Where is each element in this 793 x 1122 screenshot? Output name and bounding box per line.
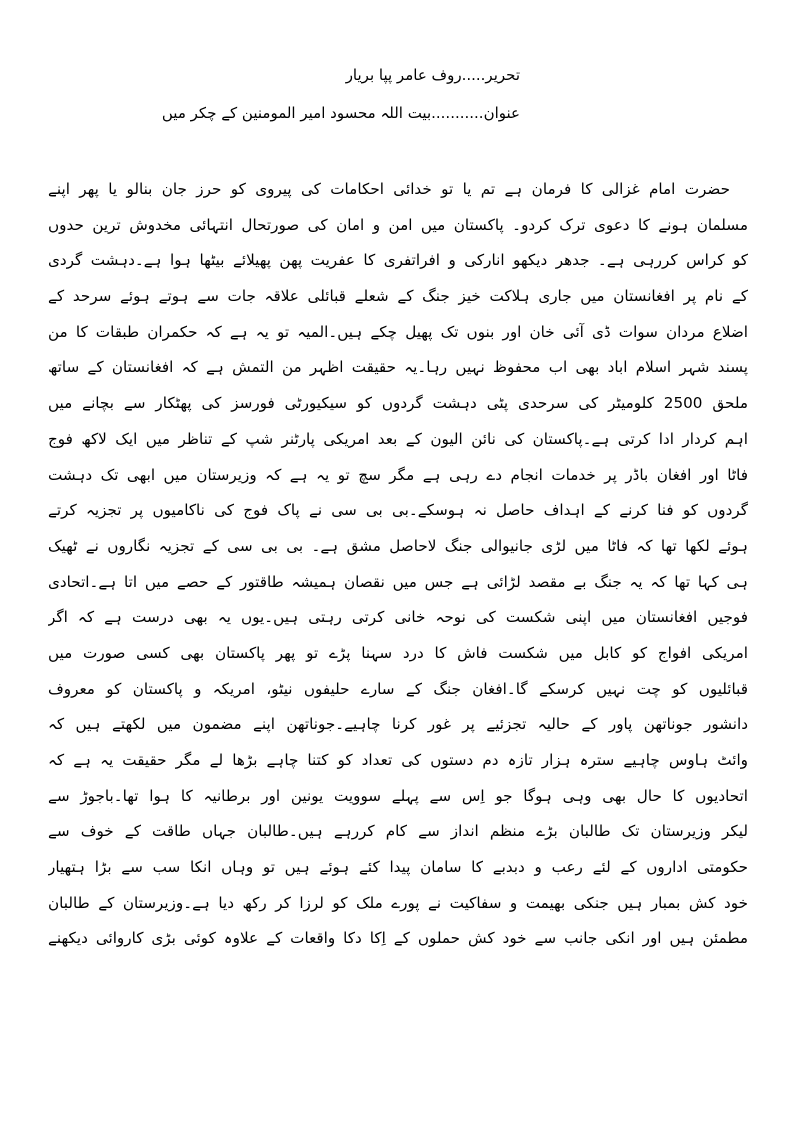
body-line: ہی کہا تھا کہ یہ جنگ بے مقصد لڑائی ہے جس میں نقصان ہمیشہ طاقتور کے حصے میں اتا ہے۔اتحادی bbox=[48, 572, 748, 591]
body-line: مطمئن ہیں اور انکی جانب سے خود کش حملوں کے اِکا دکا واقعات کے علاوہ کوئی بڑی کاروائی دیکھنے bbox=[48, 929, 748, 948]
body-line: قبائلیوں کو چت نہیں کرسکے گا۔افغان جنگ کے سارے حلیفوں نیٹو، امریکہ و پاکستان کو معروف bbox=[48, 679, 748, 698]
body-line: اہم کردار ادا کرتی ہے۔پاکستان کی نائن الیون کے بعد امریکی پارٹنر شپ کے تناظر میں ایک لاکھ فوج bbox=[48, 429, 748, 448]
body-line: ہوئے لکھا تھا کہ فاٹا میں لڑی جانیوالی جنگ لاحاصل مشق ہے۔ بی بی سی کے تجزیہ نگاروں نے ٹھیک bbox=[48, 536, 748, 555]
body-line: کو کراس کررہی ہے۔ جدھر دیکھو انارکی و افراتفری کا عفریت پھن پھیلائے بیٹھا ہوا ہے۔دہشت گردی bbox=[48, 251, 748, 270]
body-line: دانشور جوناتھن پاور کے حالیہ تجزئیے پر غور کرنا چاہیے۔جوناتھن اپنے مضمون میں لکھتے ہیں کہ bbox=[48, 715, 748, 734]
byline: تحریر.....روف عامر پپا بریار bbox=[345, 66, 520, 84]
article-body bbox=[48, 172, 748, 957]
body-line: اتحادیوں کا حال بھی وہی ہوگا جو اِس سے پہلے سوویت یونین اور برطانیہ کا ہوا تھا۔باجوڑ سے bbox=[48, 786, 748, 805]
body-line: اضلاع مردان سوات ڈی آئی خان اور بنوں تک پھیل چکے ہیں۔المیہ تو یہ ہے کہ حکمران طبقات کا من bbox=[48, 322, 748, 341]
body-line: حضرت امام غزالی کا فرمان ہے تم یا تو خدائی احکامات کی پیروی کو حرز جان بنالو یا پھر اپنے bbox=[48, 180, 730, 198]
body-line: وائٹ ہاوس چاہیے سترہ ہزار تازہ دم دستوں کی تعداد کو کتنا چاہے بڑھا لے مگر حقیقت یہ ہے کہ bbox=[48, 751, 748, 769]
body-line: گردوں کو فنا کرنے کے اہداف حاصل نہ ہوسکے۔بی بی سی نے پاک فوج کی ناکامیوں پر تجزیہ کرتے bbox=[48, 501, 748, 520]
body-line: مسلمان ہونے کا دعوی ترک کردو۔ پاکستان میں امن و امان کی صورتحال انتہائی مخدوش ترین حدوں bbox=[48, 215, 748, 234]
body-line: لیکر وزیرستان تک طالبان بڑے منظم انداز سے کام کررہے ہیں۔طالبان جہاں طاقت کے خوف سے bbox=[48, 822, 748, 841]
body-line: امریکی افواج کو کابل میں شکست فاش کا درد سہنا پڑے تو پھر پاکستان بھی کسی صورت میں bbox=[48, 643, 748, 662]
body-line: خود کش بمبار ہیں جنکی بھیمت و سفاکیت نے پورے ملک کو لرزا کر رکھ دیا ہے۔وزیرستان کے طالبان bbox=[48, 893, 748, 912]
body-line: ملحق 2500 کلومیٹر کی سرحدی پٹی دہشت گردوں کو سیکیورٹی فورسز کی پھٹکار سے بچانے میں bbox=[48, 394, 748, 413]
body-line: حکومتی اداروں کے لئے رعب و دبدبے کا سامان پیدا کئے ہوئے ہیں تو وہاں انکا سب سے بڑا ہتھیار bbox=[48, 858, 748, 877]
article-subject: عنوان...........بیت اللہ محسود امیر المومنین کے چکر میں bbox=[161, 104, 520, 122]
body-line: فوجیں افغانستان میں اپنی شکست کی نوحہ خانی کرتی رہتی ہیں۔یوں یہ بھی درست ہے کہ اگر bbox=[48, 608, 748, 627]
body-line: کے نام پر افغانستان میں جاری ہلاکت خیز جنگ کے شعلے قبائلی علاقہ جات سے ہوتے ہوئے سرحد کے bbox=[48, 287, 748, 306]
body-line: پسند شہر اسلام اباد بھی اب محفوظ نہیں رہا۔یہ حقیقت اظہر من التمش ہے کہ افغانستان کے ساتھ bbox=[48, 358, 748, 377]
body-line: فاٹا اور افغان باڈر پر خدمات انجام دے رہی ہے مگر سچ تو یہ ہے کہ وزیرستان میں ابھی تک دہشت bbox=[48, 465, 748, 484]
